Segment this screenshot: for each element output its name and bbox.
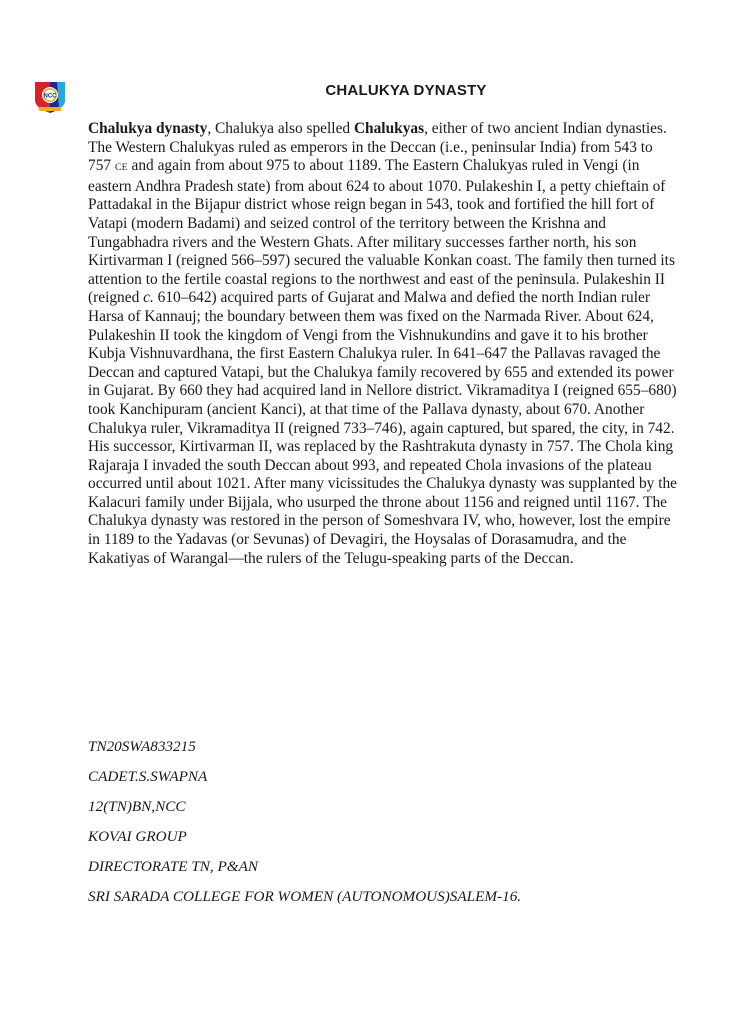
signature-line-battalion: 12(TN)BN,NCC bbox=[88, 798, 186, 815]
page-title: CHALUKYA DYNASTY bbox=[325, 82, 487, 99]
term-chalukya-dynasty: Chalukya dynasty bbox=[88, 120, 208, 137]
signature-line-cadet-name: CADET.S.SWAPNA bbox=[88, 768, 208, 785]
signature-block bbox=[88, 738, 688, 918]
article-text-2: , either of two ancient Indian dynasties. The Western Chalukyas ruled as emperors in the Deccan (i.e., peninsular India) from 543 to 757 bbox=[88, 120, 667, 175]
svg-text:NCC: NCC bbox=[43, 93, 57, 100]
article-text-1: , Chalukya also spelled bbox=[207, 120, 354, 137]
article-text-3: and again from about 975 to about 1189. The Eastern Chalukyas ruled in Vengi (in eastern Andhra Pradesh state) from about 624 to about 1070. Pulakeshin I, a petty chieftain of Pattadakal in the Bijapur district whose reign began in 543, took and fortified the hill fort of Vatapi (modern Badami) and seized control of the territory between the Krishna and Tungabhadra rivers and the Western Ghats. After military successes farther north, his son Kirtivarman I (reigned 566–597) secured the valuable Konkan coast. The family then turned its attention to the fertile coastal regions to the northwest and east of the peninsula. Pulakeshin II (reigned bbox=[88, 157, 675, 307]
term-chalukyas: Chalukyas bbox=[353, 120, 425, 137]
circa-abbreviation: c. bbox=[143, 289, 154, 307]
signature-line-college: SRI SARADA COLLEGE FOR WOMEN (AUTONOMOUS)SALEM-16. bbox=[88, 888, 522, 905]
article-body bbox=[88, 120, 678, 568]
era-abbreviation: CE bbox=[114, 163, 128, 174]
article-text-4: 610–642) acquired parts of Gujarat and Malwa and defied the north Indian ruler Harsa of Kannauj; the boundary between them was fixed on the Narmada River. About 624, Pulakeshin II took the kingdom of Vengi from the Vishnukundins and gave it to his brother Kubja Vishnuvardhana, the first Eastern Chalukya ruler. In 641–647 the Pallavas ravaged the Deccan and captured Vatapi, but the Chalukya family recovered by 655 and extended its power in Gujarat. By 660 they had acquired land in Nellore district. Vikramaditya I (reigned 655–680) took Kanchipuram (ancient Kanci), at that time of the Pallava dynasty, about 670. Another Chalukya ruler, Vikramaditya II (reigned 733–746), again captured, but spared, the city, in 742. His successor, Kirtivarman II, was replaced by the Rashtrakuta dynasty in 757. The Chola king Rajaraja I invaded the south Deccan about 993, and repeated Chola invasions of the plateau occurred until about 1021. After many vicissitudes the Chalukya dynasty was supplanted by the Kalacuri family under Bijjala, who usurped the throne about 1156 and reigned until 1167. The Chalukya dynasty was restored in the person of Someshvara IV, who, however, lost the empire in 1189 to the Yadavas (or Sevunas) of Devagiri, the Hoysalas of Dorasamudra, and the Kakatiyas of Warangal—the rulers of the Telugu-speaking parts of the Deccan. bbox=[88, 289, 677, 567]
signature-line-directorate: DIRECTORATE TN, P&AN bbox=[88, 858, 259, 875]
signature-line-group: KOVAI GROUP bbox=[88, 828, 187, 845]
signature-line-cadet-number: TN20SWA833215 bbox=[88, 738, 196, 755]
